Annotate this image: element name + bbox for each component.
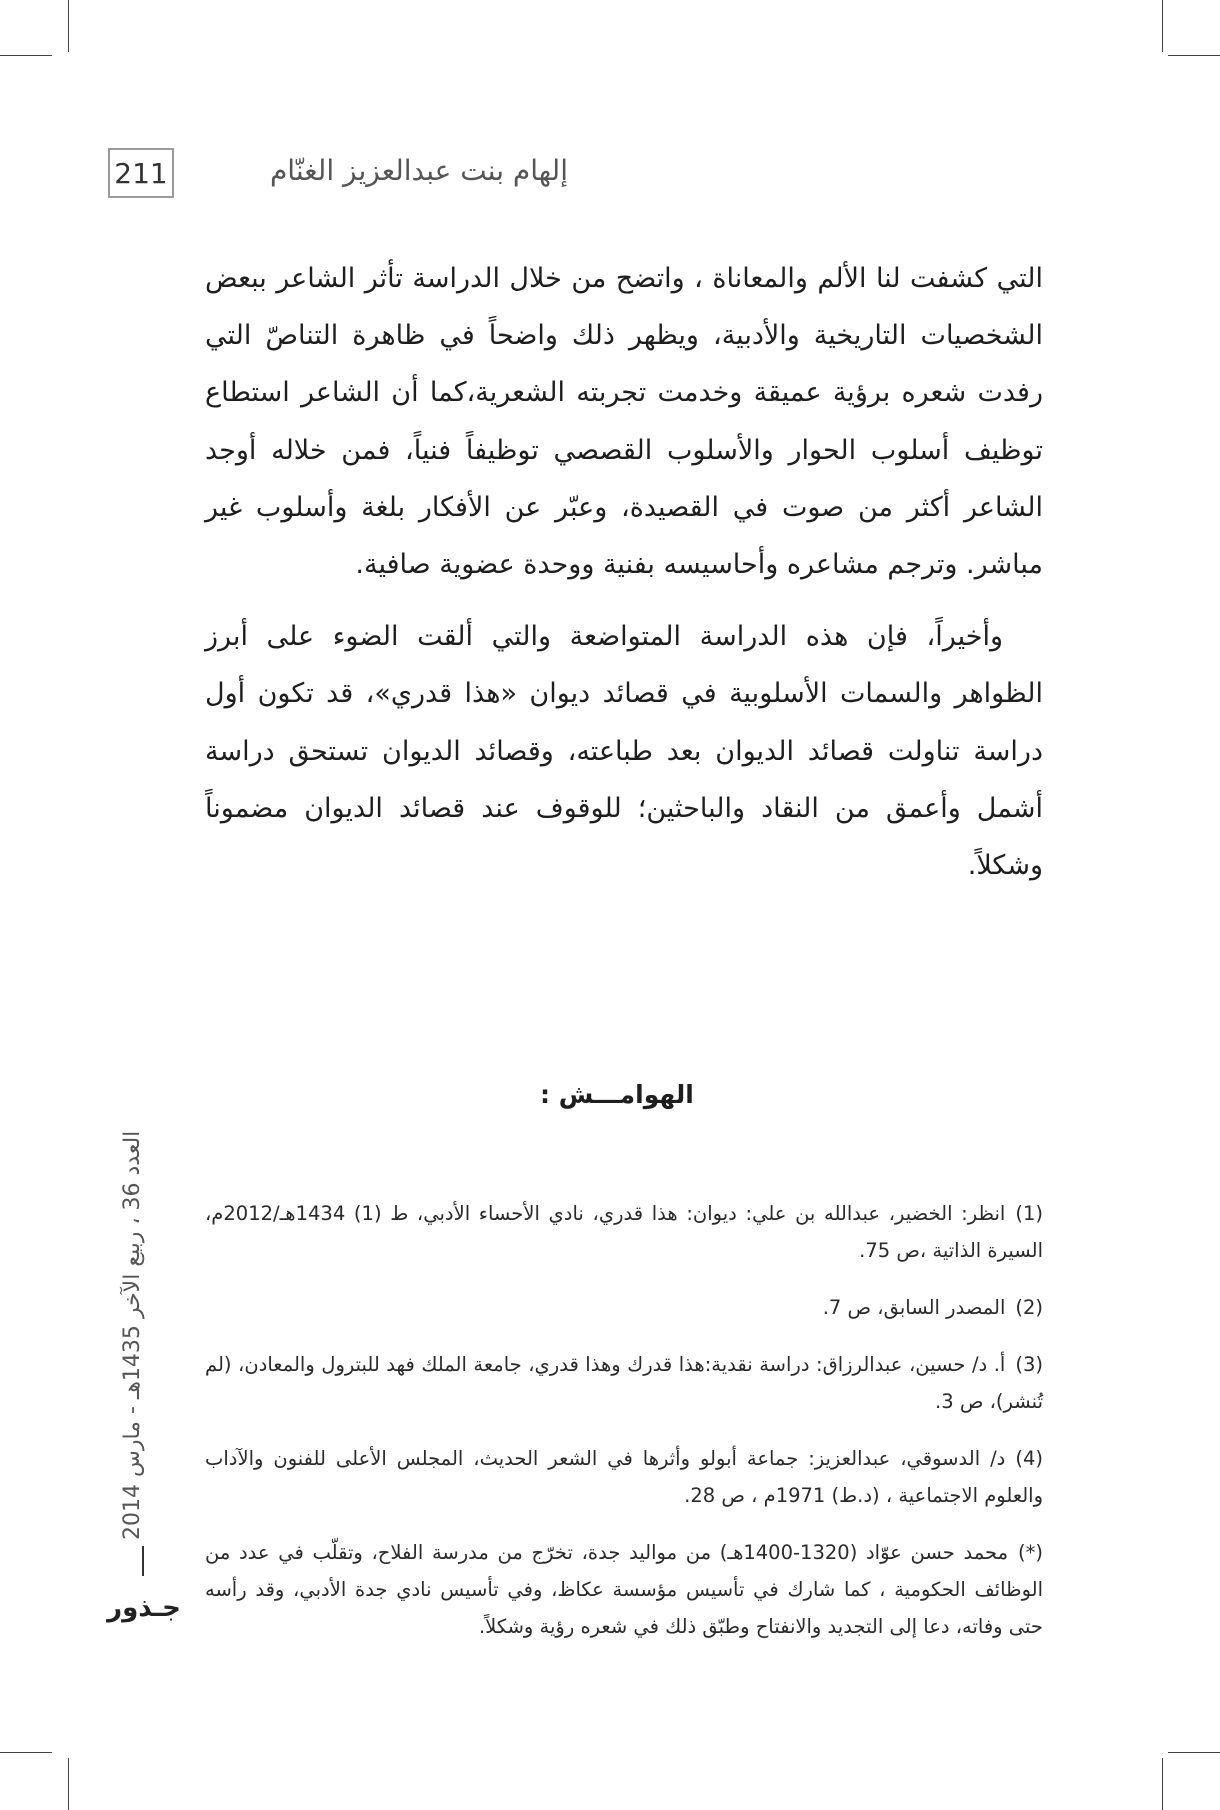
footnote-item xyxy=(205,1440,1043,1514)
footnotes-title: الهوامـــش : xyxy=(540,1080,694,1109)
footnote-text: أ. د/ حسين، عبدالرزاق: دراسة نقدية:هذا قدرك وهذا قدري، جامعة الملك فهد للبترول والمعادن، (لم تُنشر)، ص 3. xyxy=(205,1353,1043,1413)
journal-logo xyxy=(98,1584,190,1632)
footnote-text: محمد حسن عوّاد (1320-1400هـ) من مواليد جدة، تخرّج من مدرسة الفلاح، وتقلّب في عدد من الوظائف الحكومية ، كما شارك في تأسيس مؤسسة عكاظ، وفي تأسيس نادي جدة الأدبي، وقد رأسه حتى وفاته، دعا إلى التجديد والانفتاح وطبّق ذلك في شعره رؤية وشكلاً. xyxy=(205,1541,1043,1638)
footnote-text: المصدر السابق، ص 7. xyxy=(822,1296,1006,1319)
footnote-item xyxy=(205,1534,1043,1645)
issue-info-vertical: العدد 36 ، ربيع الآخر 1435هـ - مارس 2014 xyxy=(120,1130,145,1540)
footnote-marker: (4) xyxy=(1015,1447,1043,1470)
page-number: 211 xyxy=(108,148,174,198)
journal-logo-text: جـذور xyxy=(107,1593,181,1623)
crop-mark xyxy=(0,55,52,56)
footnote-text: د/ الدسوقي، عبدالعزيز: جماعة أبولو وأثرها في الشعر الحديث، المجلس الأعلى للفنون والآداب والعلوم الاجتماعية ، (د.ط) 1971م ، ص 28. xyxy=(205,1447,1043,1507)
crop-mark xyxy=(0,1752,52,1753)
footnote-marker: (1) xyxy=(1015,1202,1043,1225)
footnote-item xyxy=(205,1289,1043,1326)
running-header-author: إلهام بنت عبدالعزيز الغنّام xyxy=(269,154,568,187)
crop-mark xyxy=(1168,1752,1220,1753)
sidebar-divider xyxy=(142,1546,144,1576)
footnote-marker: (3) xyxy=(1015,1353,1043,1376)
crop-mark xyxy=(1168,55,1220,56)
crop-mark xyxy=(68,0,69,52)
crop-mark xyxy=(1162,0,1163,52)
body-paragraph-2: وأخيراً، فإن هذه الدراسة المتواضعة والتي ألقت الضوء على أبرز الظواهر والسمات الأسلوبية في قصائد ديوان «هذا قدري»، قد تكون أول دراسة تناولت قصائد الديوان بعد طباعته، وقصائد الديوان تستحق دراسة أشمل وأعمق من النقاد والباحثين؛ للوقوف عند قصائد الديوان مضموناً وشكلاً. xyxy=(205,621,1043,882)
crop-mark xyxy=(68,1758,69,1810)
footnote-item xyxy=(205,1195,1043,1269)
footnotes-list xyxy=(205,1195,1043,1645)
footnote-marker: (2) xyxy=(1015,1296,1043,1319)
article-body xyxy=(205,250,1043,894)
footnote-item xyxy=(205,1346,1043,1420)
body-paragraph-1: التي كشفت لنا الألم والمعاناة ، واتضح من خلال الدراسة تأثر الشاعر ببعض الشخصيات التاريخية والأدبية، ويظهر ذلك واضحاً في ظاهرة التناصّ التي رفدت شعره برؤية عميقة وخدمت تجربته الشعرية،كما أن الشاعر استطاع توظيف أسلوب الحوار والأسلوب القصصي توظيفاً فنياً، فمن خلاله أوجد الشاعر أكثر من صوت في القصيدة، وعبّر عن الأفكار بلغة وأسلوب غير مباشر. وترجم مشاعره وأحاسيسه بفنية ووحدة عضوية صافية. xyxy=(205,263,1043,581)
crop-mark xyxy=(1162,1758,1163,1810)
footnote-marker: (*) xyxy=(1018,1541,1043,1564)
footnote-text: انظر: الخضير، عبدالله بن علي: ديوان: هذا قدري، نادي الأحساء الأدبي، ط (1) 1434هـ/2012م، السيرة الذاتية ،ص 75. xyxy=(205,1202,1043,1262)
